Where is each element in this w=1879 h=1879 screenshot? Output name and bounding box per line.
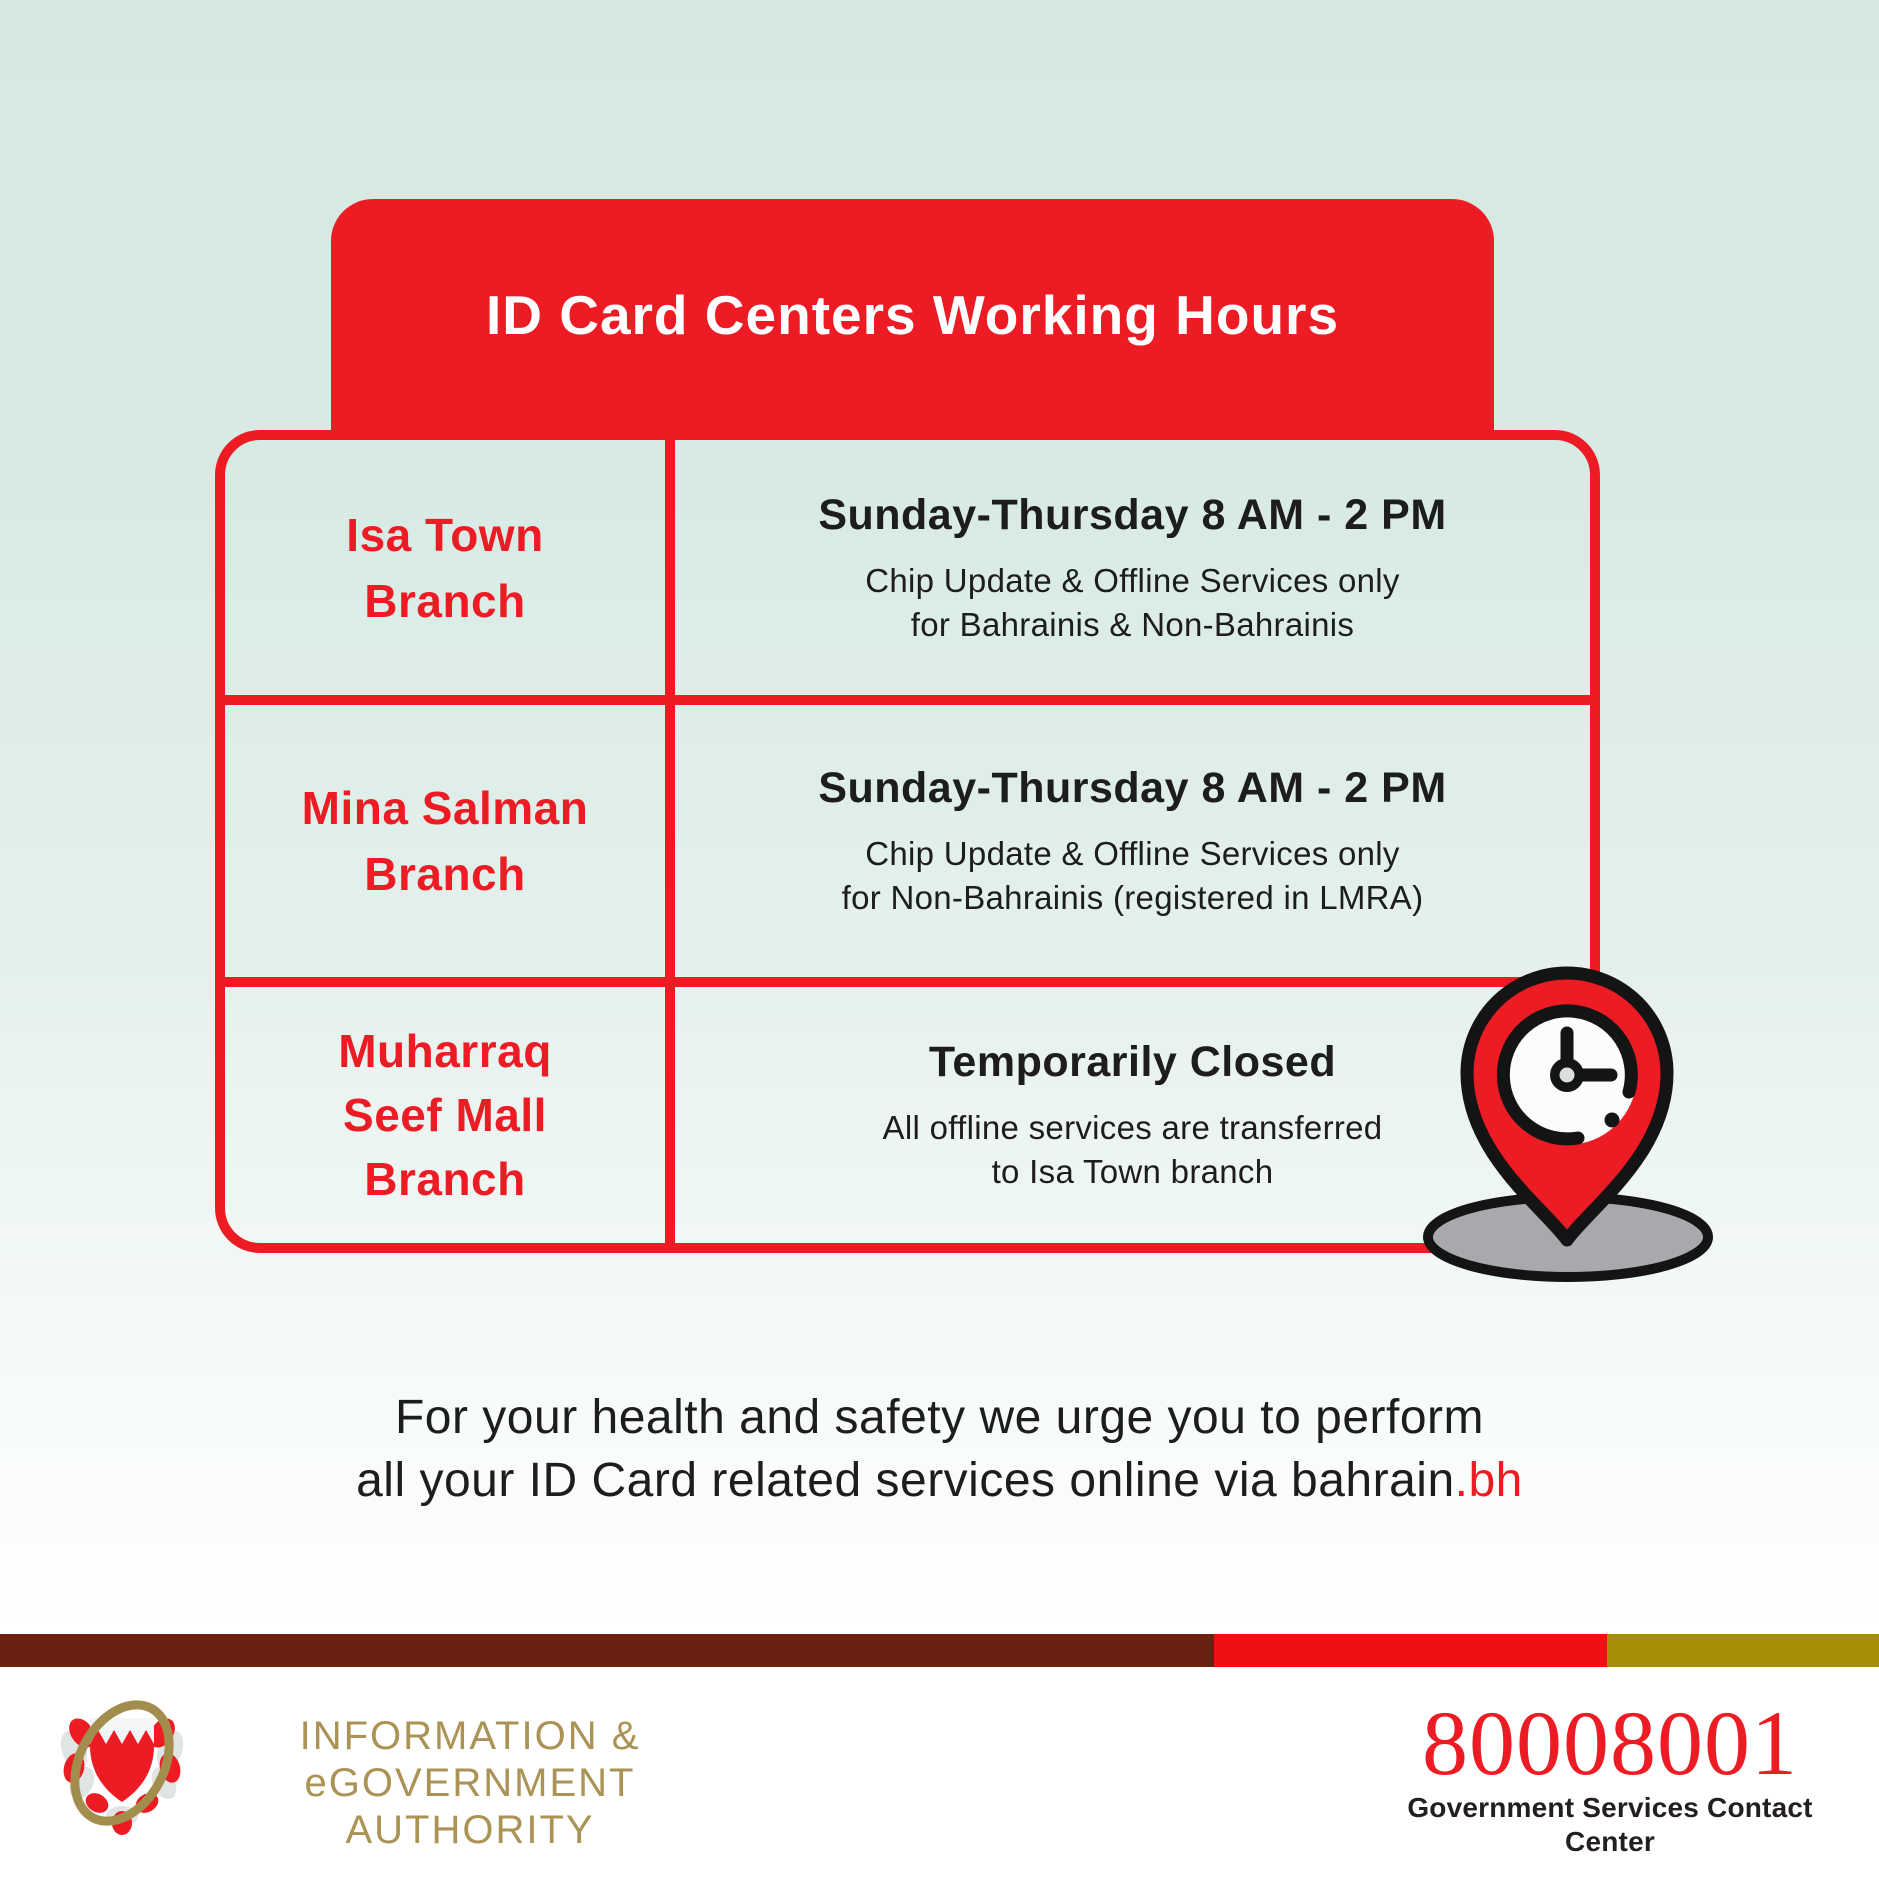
schedule-detail-line: All offline services are transferred bbox=[882, 1109, 1383, 1146]
branch-name bbox=[338, 1019, 552, 1211]
message-line-2-text: all your ID Card related services online via bahrain bbox=[356, 1454, 1455, 1507]
branch-line: Branch bbox=[364, 574, 526, 627]
schedule-detail-line: Chip Update & Offline Services only bbox=[865, 835, 1400, 872]
contact-phone-number: 80008001 bbox=[1422, 1692, 1798, 1794]
schedule-detail-line: for Bahrainis & Non-Bahrainis bbox=[910, 605, 1355, 643]
stripe-brown-segment bbox=[0, 1634, 1214, 1667]
footer bbox=[0, 1667, 1879, 1879]
tricolor-stripe bbox=[0, 1634, 1879, 1667]
branch-name-cell-isa-town bbox=[225, 440, 665, 695]
stripe-red-segment bbox=[1214, 1634, 1607, 1667]
row-divider-1 bbox=[225, 695, 1590, 705]
branch-name-cell-mina-salman bbox=[225, 705, 665, 977]
schedule-detail-line: for Non-Bahrainis (registered in LMRA) bbox=[841, 879, 1424, 916]
schedule-details bbox=[883, 1106, 1383, 1194]
row-divider-2 bbox=[225, 977, 1590, 987]
schedule-cell-isa-town bbox=[675, 440, 1590, 695]
branch-line: Branch bbox=[364, 848, 526, 900]
stripe-gold-segment bbox=[1607, 1634, 1879, 1667]
branch-name bbox=[346, 502, 543, 634]
schedule-detail-line: to Isa Town branch bbox=[991, 1153, 1274, 1190]
location-clock-pin-icon bbox=[1405, 945, 1730, 1295]
schedule-details bbox=[865, 559, 1400, 647]
contact-center-block bbox=[1405, 1692, 1815, 1859]
schedule-details bbox=[842, 832, 1424, 920]
table-inner bbox=[225, 440, 1590, 1243]
working-hours-table bbox=[215, 430, 1600, 1253]
bahrain-bh-domain: .bh bbox=[1454, 1454, 1523, 1507]
branch-line: Mina Salman bbox=[301, 782, 589, 834]
schedule-detail-line: Chip Update & Offline Services only bbox=[865, 561, 1400, 599]
health-safety-message bbox=[0, 1386, 1879, 1512]
schedule-heading: Sunday-Thursday 8 AM - 2 PM bbox=[818, 490, 1447, 539]
branch-line: Muharraq bbox=[338, 1025, 552, 1077]
branch-line: Isa Town bbox=[346, 508, 544, 561]
authority-line-1: INFORMATION & bbox=[299, 1714, 641, 1758]
branch-line: Branch bbox=[364, 1153, 526, 1205]
schedule-heading: Sunday-Thursday 8 AM - 2 PM bbox=[818, 764, 1447, 812]
branch-line: Seef Mall bbox=[343, 1089, 547, 1141]
contact-phone-label: Government Services Contact Center bbox=[1407, 1792, 1813, 1857]
branch-name-cell-muharraq bbox=[225, 987, 665, 1243]
column-divider bbox=[665, 440, 675, 1243]
message-line-2 bbox=[0, 1449, 1879, 1512]
page-title: ID Card Centers Working Hours bbox=[485, 283, 1340, 346]
schedule-cell-mina-salman bbox=[675, 705, 1590, 977]
authority-line-2: eGOVERNMENT AUTHORITY bbox=[304, 1761, 636, 1852]
bahrain-coat-of-arms-logo bbox=[52, 1688, 192, 1838]
authority-name bbox=[205, 1713, 735, 1854]
schedule-heading: Temporarily Closed bbox=[928, 1038, 1337, 1086]
message-line-1: For your health and safety we urge you to perform bbox=[394, 1391, 1485, 1444]
header-banner bbox=[331, 199, 1494, 430]
branch-name bbox=[302, 775, 589, 907]
